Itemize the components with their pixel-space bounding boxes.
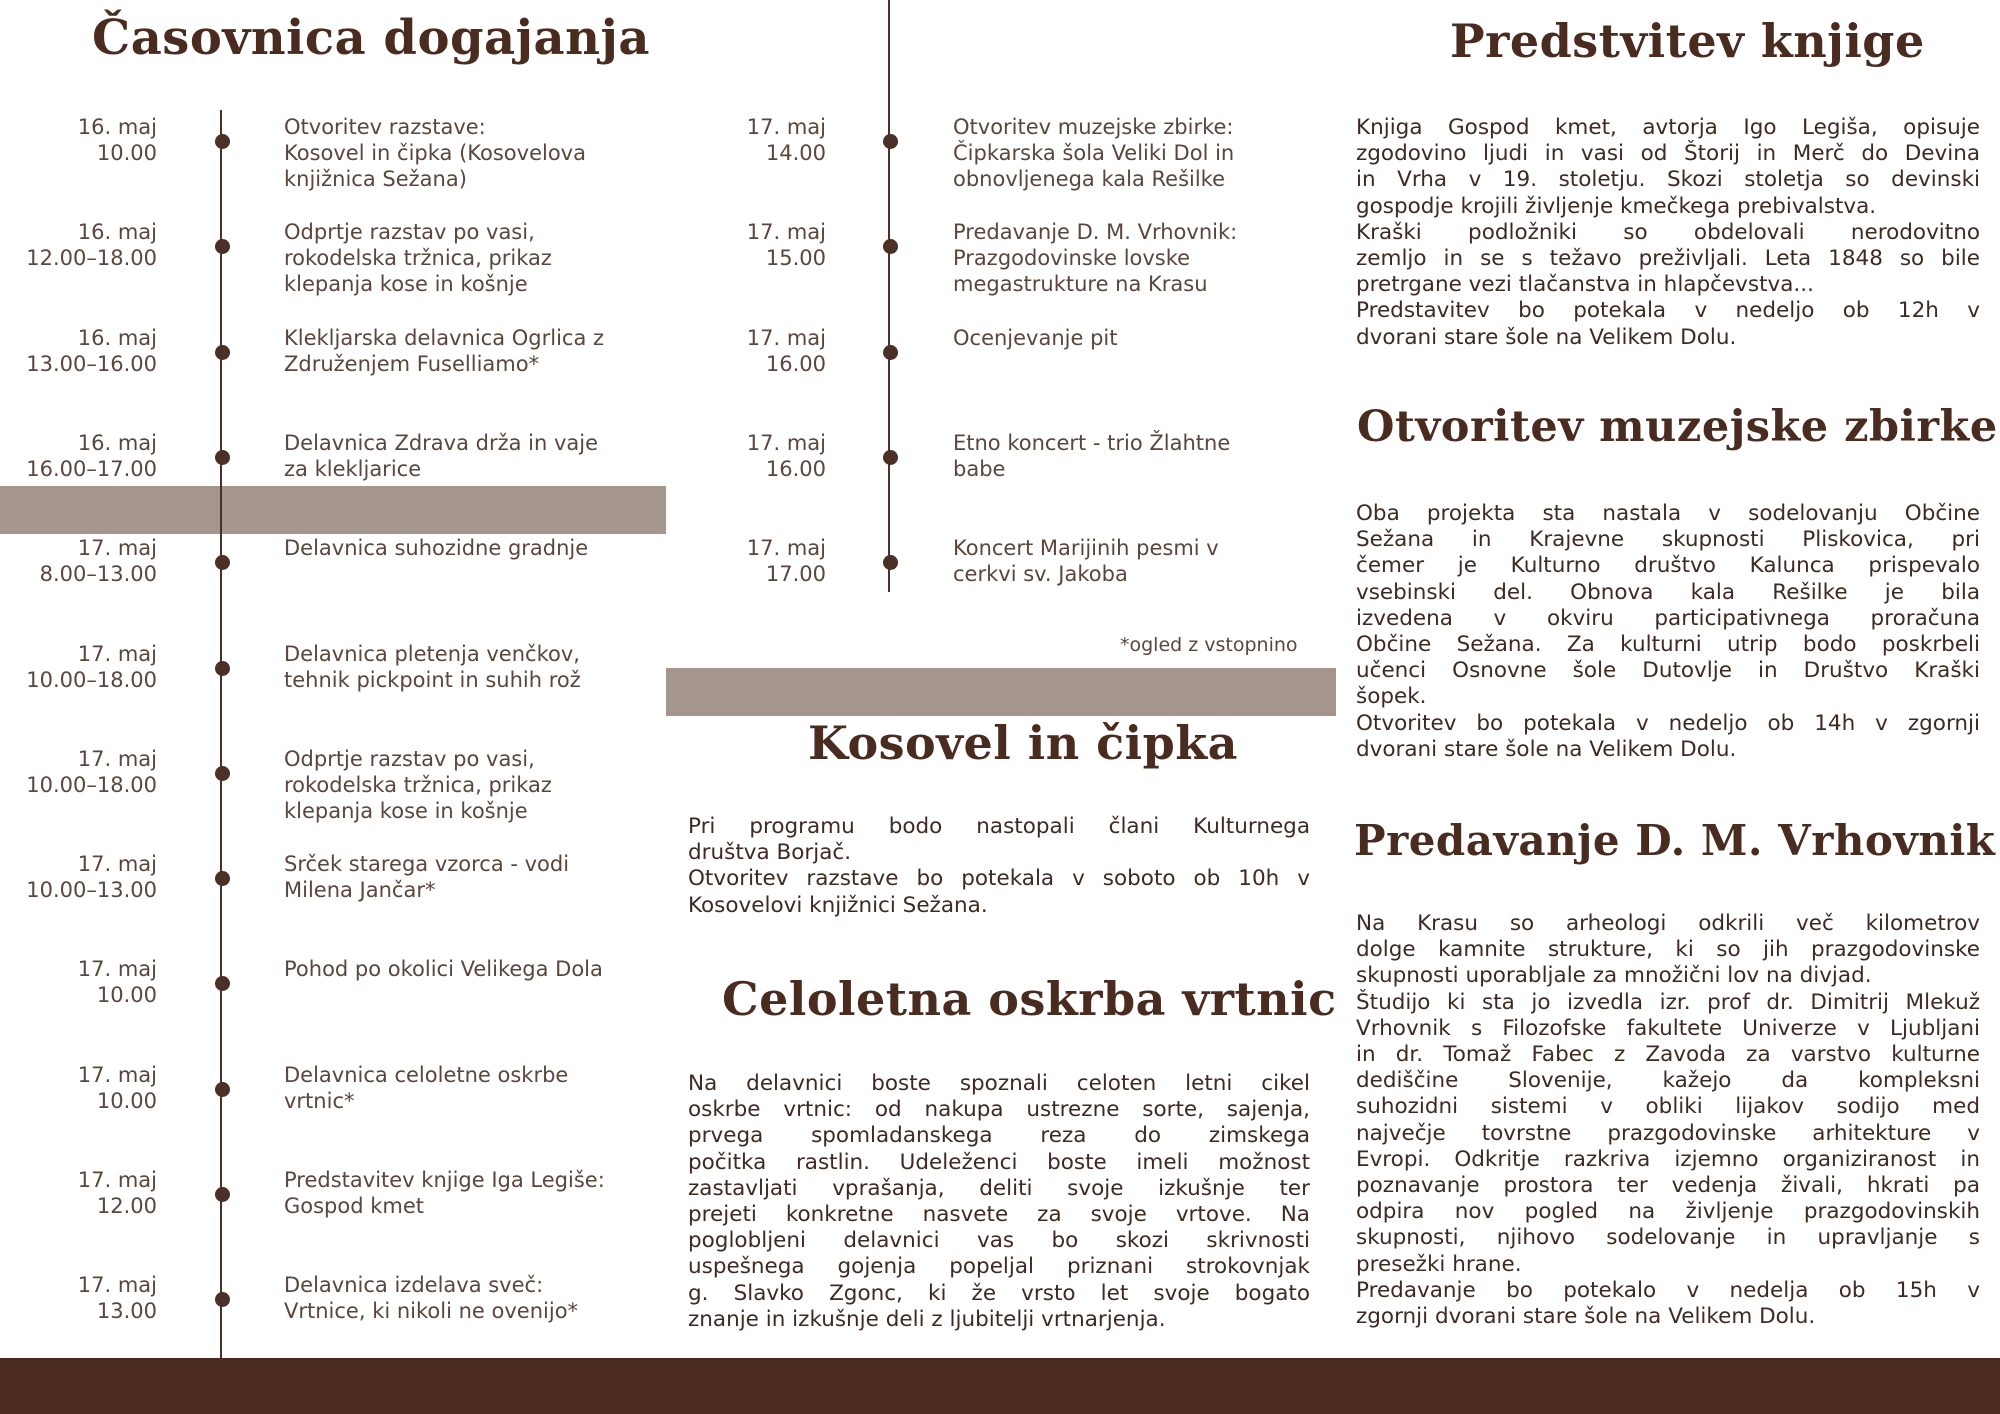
event-datetime: [566, 535, 826, 587]
event-description: Delavnica pletenja venčkov, tehnik pickpoint in suhih rož: [284, 641, 581, 692]
event-date: 17. maj: [77, 536, 157, 561]
paragraph-line: dolge kamnite strukture, ki so jih prazgodovinske: [1356, 937, 1980, 963]
timeline-event: [0, 956, 603, 1056]
predavanje-paragraph: [1356, 911, 1980, 1330]
paragraph-line: skupnosti uporabljale za množični lov na divjad.: [1356, 963, 1872, 989]
event-time: 17.00: [765, 562, 826, 587]
event-description: Delavnica celoletne oskrbe vrtnic*: [284, 1062, 569, 1113]
paragraph-line: g. Slavko Zgonc, ki že vrsto let svoje bogato: [688, 1280, 1310, 1306]
event-time: 12.00–18.00: [26, 246, 157, 271]
paragraph-line: zastavljati vprašanja, deliti svoje izkušnje ter: [688, 1175, 1310, 1201]
event-date: 16. maj: [77, 325, 157, 350]
event-datetime: [0, 430, 157, 482]
event-time: 10.00: [96, 141, 157, 165]
event-datetime: [0, 956, 157, 1008]
timeline-dot: [215, 134, 230, 149]
paragraph-line: Otvoritev razstave bo potekala v soboto ob 10h v: [688, 866, 1310, 892]
footnote: *ogled z vstopnino: [1120, 634, 1298, 656]
paragraph-line: dvorani stare šole na Velikem Dolu.: [1356, 324, 1737, 350]
event-date: 17. maj: [746, 220, 826, 245]
event-date: 16. maj: [77, 115, 157, 139]
event-description: Pohod po okolici Velikega Dola: [284, 957, 603, 982]
paragraph-line: pretrgane vezi tlačanstva in hlapčevstva...: [1356, 272, 1814, 298]
event-datetime: [566, 219, 826, 271]
event-date: 16. maj: [77, 430, 157, 455]
timeline-event: [0, 641, 581, 741]
event-time: 15.00: [765, 246, 826, 271]
event-description: Klekljarska delavnica Ogrlica z Združenjem Fuselliamo*: [284, 325, 605, 376]
timeline-dot: [215, 1292, 230, 1307]
timeline-dot: [215, 661, 230, 676]
paragraph-line: Predavanje bo potekalo v nedelja ob 15h v: [1356, 1277, 1980, 1303]
paragraph-line: Otvoritev bo potekala v nedeljo ob 14h v zgornji: [1356, 710, 1980, 736]
paragraph-line: zgornji dvorani stare šole na Velikem Dolu.: [1356, 1304, 1816, 1330]
event-datetime: [0, 114, 157, 166]
vrtnice-heading: Celoletna oskrba vrtnic: [722, 972, 1337, 1026]
timeline-dot: [883, 555, 898, 570]
event-description: Predstavitev knjige Iga Legiše: Gospod kmet: [284, 1168, 605, 1218]
timeline-dot: [215, 1187, 230, 1202]
paragraph-line: in Vrha v 19. stoletju. Skozi stoletja so devinski: [1356, 167, 1980, 193]
paragraph-line: Sežana in Krajevne skupnosti Pliskovica, pri: [1356, 527, 1980, 553]
event-date: 17. maj: [746, 115, 826, 139]
event-date: 17. maj: [746, 430, 826, 455]
paragraph-line: vsebinski del. Obnova kala Rešilke je bila: [1356, 579, 1980, 605]
paragraph-line: uspešnega gojenja popeljal priznani strokovnjak: [688, 1254, 1310, 1280]
paragraph-line: največje tovrstne prazgodovinske arhitekture v: [1356, 1120, 1980, 1146]
event-date: 17. maj: [746, 536, 826, 561]
paragraph-line: dediščine Slovenije, kažejo da kompleksni: [1356, 1068, 1980, 1094]
event-date: 16. maj: [77, 220, 157, 245]
paragraph-line: izvedena v okviru participativnega proračuna: [1356, 605, 1980, 631]
event-date: 17. maj: [77, 746, 157, 771]
paragraph-line: gospodje krojili življenje kmečkega prebivalstva.: [1356, 193, 1877, 219]
event-time: 16.00–17.00: [26, 456, 157, 481]
paragraph-line: Evropi. Odkritje razkriva izjemno organiziranost in: [1356, 1146, 1980, 1172]
paragraph-line: skupnosti, njihovo sodelovanje in upravljanje s: [1356, 1225, 1980, 1251]
timeline-dot: [215, 239, 230, 254]
paragraph-line: Študijo ki sta jo izvedla izr. prof dr. Dimitrij Mlekuž: [1356, 989, 1980, 1015]
paragraph-line: suhozidni sistemi v obliki lijakov sodijo med: [1356, 1094, 1980, 1120]
footer-band: [0, 1358, 2000, 1414]
event-time: 16.00: [765, 351, 826, 376]
event-datetime: [0, 1062, 157, 1114]
paragraph-line: zgodovino ljudi in vasi od Štorij in Merč do Devina: [1356, 141, 1980, 167]
paragraph-line: društva Borjač.: [688, 840, 852, 866]
muzej-heading: Otvoritev muzejske zbirke: [1357, 402, 1998, 452]
paragraph-line: Oba projekta sta nastala v sodelovanju Občine: [1356, 501, 1980, 526]
knjiga-paragraph: [1356, 115, 1980, 351]
timeline-dot: [883, 345, 898, 360]
event-date: 17. maj: [77, 1273, 157, 1298]
event-time: 16.00: [765, 456, 826, 481]
paragraph-line: šopek.: [1356, 684, 1427, 710]
event-description: Koncert Marijinih pesmi v cerkvi sv. Jakoba: [953, 536, 1219, 587]
timeline-dot: [215, 976, 230, 991]
event-description: Odprtje razstav po vasi, rokodelska tržnica, prikaz klepanja kose in košnje: [284, 746, 552, 823]
knjiga-heading: Predstvitev knjige: [1450, 14, 1925, 68]
paragraph-line: Občine Sežana. Za kulturni utrip bodo poskrbeli: [1356, 632, 1980, 658]
paragraph-line: prvega spomladanskega reza do zimskega: [688, 1123, 1310, 1149]
muzej-paragraph: [1356, 501, 1980, 763]
event-time: 10.00–13.00: [26, 878, 157, 903]
event-description: Etno koncert - trio Žlahtne babe: [953, 430, 1231, 481]
event-datetime: [0, 325, 157, 377]
event-date: 17. maj: [77, 852, 157, 877]
timeline-dot: [215, 345, 230, 360]
timeline-dot: [883, 239, 898, 254]
paragraph-line: oskrbe vrtnic: od nakupa ustrezne sorte, sajenja,: [688, 1097, 1310, 1123]
event-date: 17. maj: [77, 641, 157, 666]
event-time: 10.00–18.00: [26, 772, 157, 797]
event-time: 8.00–13.00: [39, 562, 157, 587]
timeline-heading: Časovnica dogajanja: [92, 10, 650, 66]
paragraph-line: Predstavitev bo potekala v nedeljo ob 12h v: [1356, 298, 1980, 324]
timeline-event: [0, 1167, 605, 1267]
paragraph-line: Knjiga Gospod kmet, avtorja Igo Legiša, opisuje: [1356, 115, 1980, 140]
event-description: Delavnica izdelava sveč: Vrtnice, ki nikoli ne ovenijo*: [284, 1273, 579, 1324]
event-datetime: [566, 430, 826, 482]
paragraph-line: Kraški podložniki so obdelovali nerodovitno: [1356, 219, 1980, 245]
event-datetime: [0, 1167, 157, 1219]
timeline-dot: [215, 766, 230, 781]
paragraph-line: znanje in izkušnje deli z ljubitelji vrtnarjenja.: [688, 1306, 1166, 1332]
paragraph-line: Kosovelovi knjižnici Sežana.: [688, 892, 988, 918]
timeline-dot: [215, 1082, 230, 1097]
timeline-dot: [215, 871, 230, 886]
event-time: 10.00–18.00: [26, 667, 157, 692]
vrtnice-paragraph: [688, 1071, 1310, 1333]
timeline-event: [0, 1062, 569, 1162]
event-time: 13.00–16.00: [26, 351, 157, 376]
paragraph-line: počitka rastlin. Udeleženci boste imeli možnost: [688, 1149, 1310, 1175]
paragraph-line: Na Krasu so arheologi odkrili več kilometrov: [1356, 911, 1980, 936]
event-datetime: [566, 114, 826, 166]
event-datetime: [566, 325, 826, 377]
event-description: Delavnica Zdrava drža in vaje za klekljarice: [284, 430, 599, 481]
paragraph-line: poglobljeni delavnici vas bo skozi skrivnosti: [688, 1228, 1310, 1254]
paragraph-line: dvorani stare šole na Velikem Dolu.: [1356, 736, 1737, 762]
event-datetime: [0, 641, 157, 693]
kosovel-heading: Kosovel in čipka: [808, 716, 1238, 770]
paragraph-line: poznavanje prostora ter vedenja živali, hkrati pa: [1356, 1173, 1980, 1199]
timeline-event: [0, 746, 552, 846]
event-description: Srček starega vzorca - vodi Milena Jančar*: [284, 852, 570, 903]
timeline-line-right: [888, 0, 890, 592]
event-description: Delavnica suhozidne gradnje: [284, 536, 589, 561]
timeline-dot: [883, 134, 898, 149]
paragraph-line: odpira nov pogled na življenje prazgodovinskih: [1356, 1199, 1980, 1225]
paragraph-line: Pri programu bodo nastopali člani Kulturnega: [688, 814, 1310, 839]
timeline-line-left: [220, 110, 222, 1358]
timeline-event: [0, 1272, 579, 1372]
event-time: 10.00: [96, 983, 157, 1008]
event-datetime: [0, 1272, 157, 1324]
paragraph-line: zemljo in se s težavo preživljali. Leta 1848 so bile: [1356, 246, 1980, 272]
event-datetime: [0, 535, 157, 587]
paragraph-line: presežki hrane.: [1356, 1251, 1522, 1277]
paragraph-line: čemer je Kulturno društvo Kalunca prispevalo: [1356, 553, 1980, 579]
event-time: 13.00: [96, 1299, 157, 1324]
divider-band-middle: [666, 668, 1336, 716]
paragraph-line: Na delavnici boste spoznali celoten letni cikel: [688, 1071, 1310, 1096]
paragraph-line: prejeti konkretne nasvete za svoje vrtove. Na: [688, 1202, 1310, 1228]
event-time: 14.00: [765, 141, 826, 165]
timeline-event: [0, 851, 570, 951]
timeline-dot: [883, 450, 898, 465]
event-date: 17. maj: [77, 1062, 157, 1087]
event-datetime: [0, 746, 157, 798]
event-date: 17. maj: [77, 957, 157, 982]
event-description: Otvoritev muzejske zbirke: Čipkarska šola Veliki Dol in obnovljenega kala Rešilke: [953, 115, 1235, 191]
event-description: Odprtje razstav po vasi, rokodelska tržnica, prikaz klepanja kose in košnje: [284, 220, 552, 297]
paragraph-line: učenci Osnovne šole Dutovlje in Društvo Kraški: [1356, 658, 1980, 684]
event-time: 12.00: [96, 1194, 157, 1218]
paragraph-line: in dr. Tomaž Fabec z Zavoda za varstvo kulturne: [1356, 1042, 1980, 1068]
timeline-dot: [215, 555, 230, 570]
event-description: Otvoritev razstave: Kosovel in čipka (Kosovelova knjižnica Sežana): [284, 115, 586, 191]
timeline-dot: [215, 450, 230, 465]
event-date: 17. maj: [77, 1168, 157, 1192]
predavanje-heading: Predavanje D. M. Vrhovnik: [1354, 816, 1996, 865]
kosovel-paragraph: [688, 814, 1310, 919]
event-description: Predavanje D. M. Vrhovnik: Prazgodovinske lovske megastrukture na Krasu: [953, 220, 1238, 297]
event-datetime: [0, 851, 157, 903]
event-time: 10.00: [96, 1088, 157, 1113]
divider-band-left: [0, 486, 666, 534]
event-description: Ocenjevanje pit: [953, 325, 1118, 350]
event-date: 17. maj: [746, 325, 826, 350]
event-datetime: [0, 219, 157, 271]
paragraph-line: Vrhovnik s Filozofske fakultete Univerze v Ljubljani: [1356, 1015, 1980, 1041]
